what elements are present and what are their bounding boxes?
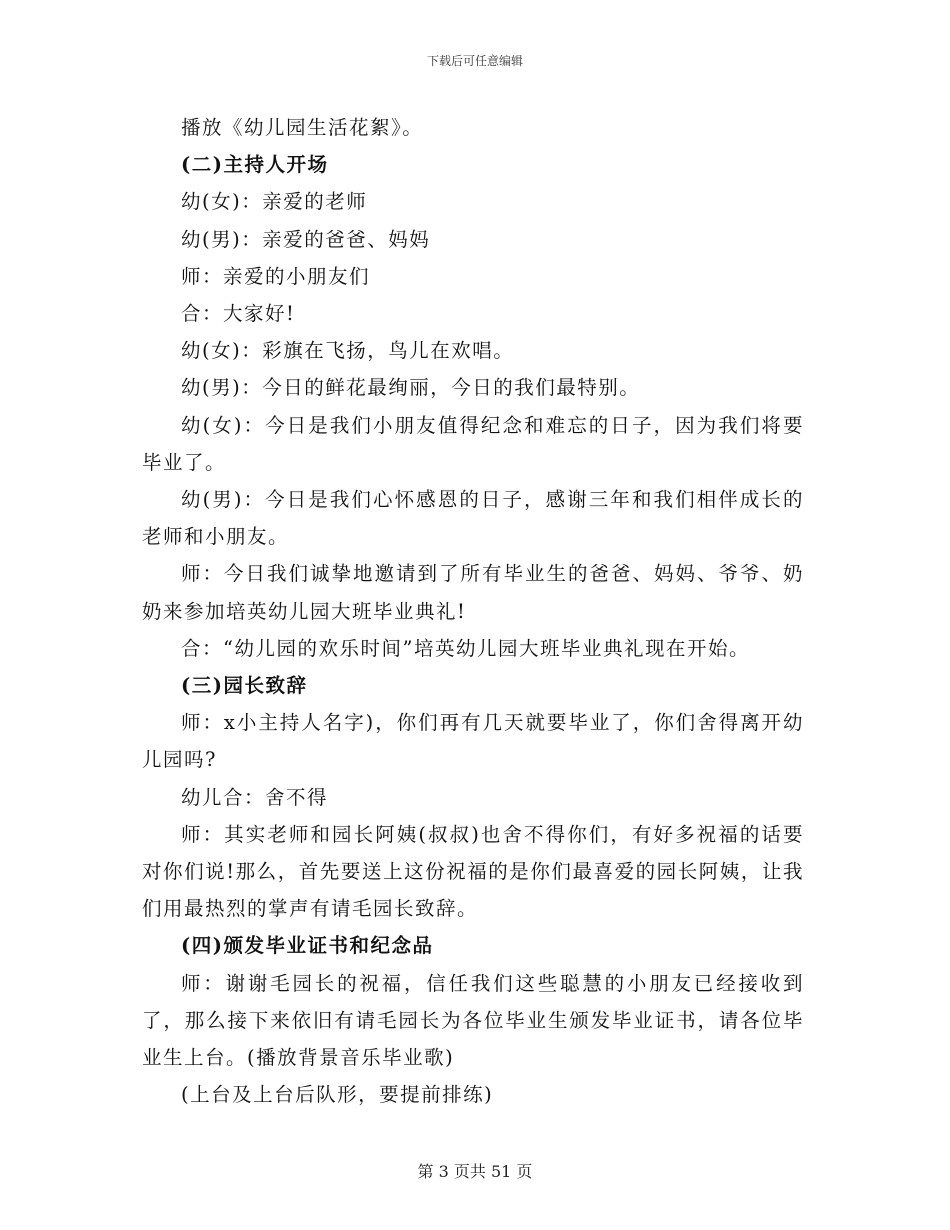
document-body	[142, 109, 804, 1113]
page-footer: 第 3 页共 51 页	[417, 1162, 533, 1181]
paragraph: 播放《幼儿园生活花絮》。	[181, 116, 424, 139]
paragraph: 合：大家好!	[181, 302, 296, 326]
paragraph: 师：其实老师和园长阿姨(叔叔)也舍不得你们，有好多祝福的话要对你们说!那么，首先要送上这份祝福的是你们最喜爱的园长阿姨，让我们用最热烈的掌声有请毛园长致辞。	[142, 822, 804, 921]
paragraph: 幼儿合：舍不得	[181, 785, 329, 809]
section-heading: (四)颁发毕业证书和纪念品	[181, 934, 434, 958]
paragraph: 师：亲爱的小朋友们	[181, 264, 371, 288]
paragraph: 幼(男)：今日是我们心怀感恩的日子，感谢三年和我们相伴成长的老师和小朋友。	[142, 488, 804, 549]
paragraph: 幼(男)：今日的鲜花最绚丽，今日的我们最特别。	[181, 376, 641, 400]
paragraph: 幼(男)：亲爱的爸爸、妈妈	[181, 227, 431, 251]
paragraph: 合：“幼儿园的欢乐时间”培英幼儿园大班毕业典礼现在开始。	[181, 636, 750, 660]
paragraph: 幼(女)：今日是我们小朋友值得纪念和难忘的日子，因为我们将要毕业了。	[142, 413, 804, 474]
section-heading: (三)园长致辞	[181, 674, 308, 698]
paragraph: (上台及上台后队形，要提前排练)	[181, 1083, 494, 1107]
paragraph: 师：谢谢毛园长的祝福，信任我们这些聪慧的小朋友已经接收到了，那么接下来依旧有请毛园长为各位毕业生颁发毕业证书，请各位毕业生上台。(播放背景音乐毕业歌)	[142, 971, 804, 1070]
section-heading: (二)主持人开场	[181, 153, 329, 177]
paragraph: 幼(女)：亲爱的老师	[181, 190, 368, 214]
paragraph: 师：今日我们诚挚地邀请到了所有毕业生的爸爸、妈妈、爷爷、奶奶来参加培英幼儿园大班毕业典礼!	[142, 562, 804, 623]
page-header: 下载后可任意编辑	[426, 54, 523, 68]
paragraph: 幼(女)：彩旗在飞扬，鸟儿在欢唱。	[181, 339, 515, 363]
paragraph: 师：x小主持人名字)，你们再有几天就要毕业了，你们舍得离开幼儿园吗?	[142, 711, 804, 772]
